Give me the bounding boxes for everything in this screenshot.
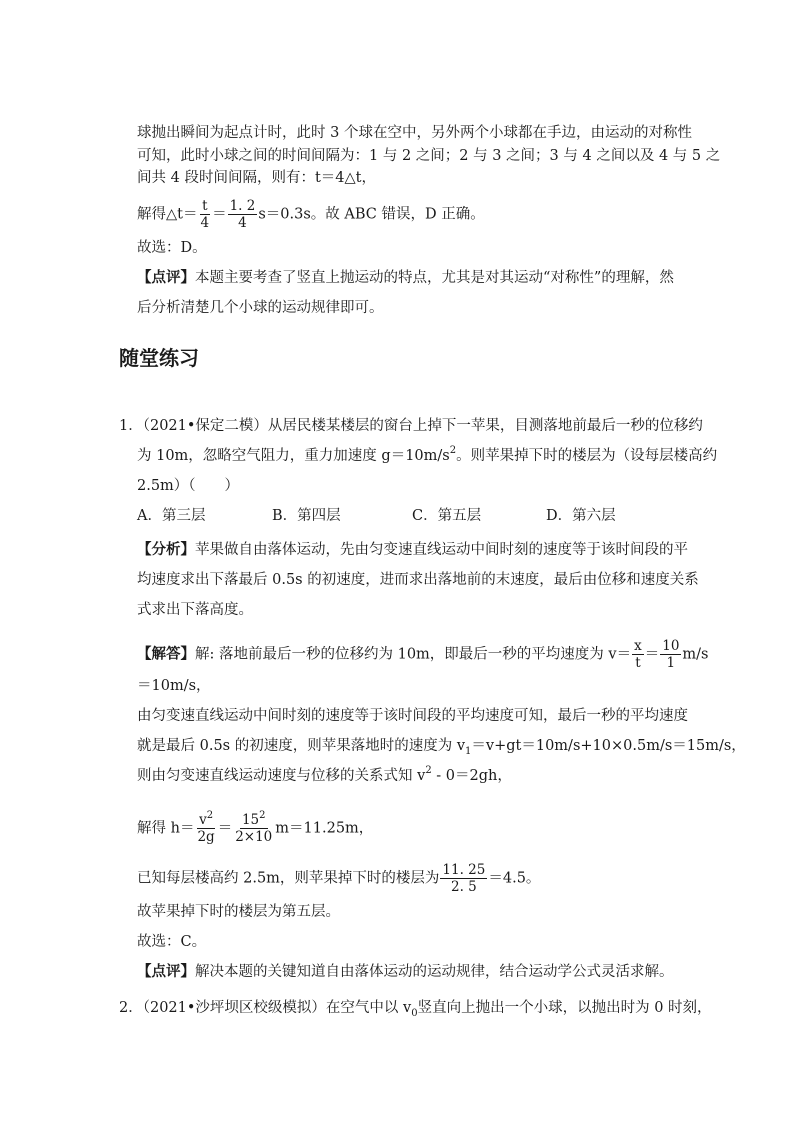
fraction-1.2-over-4: $\frac{1. 2}{4}$ bbox=[229, 198, 256, 231]
fraction-15sq-over-2x10: $\frac{15^2}{2\times 10}$ bbox=[235, 809, 273, 845]
q1-analysis-line-2: 均速度求出下落最后 0.5s 的初速度，进而求出落地前的末速度，最后由位移和速度关系 bbox=[137, 572, 699, 588]
q1-solution-line-9: 故选：C。 bbox=[137, 934, 207, 950]
prev-line-3: 间共 4 段时间间隔，则有：t＝4△t， bbox=[137, 170, 376, 186]
fraction-x-over-t: $\frac{x}{t}$ bbox=[634, 638, 642, 671]
review-tag: 【点评】 bbox=[137, 963, 195, 980]
q1-solution-line-8: 故苹果掉下时的楼层为第五层。 bbox=[137, 904, 340, 920]
fraction-10-over-1: $\frac{10}{1}$ bbox=[662, 638, 680, 671]
prev-review-line: 【点评】本题主要考查了竖直上抛运动的特点，尤其是对其运动“对称性”的理解，然 bbox=[137, 269, 674, 286]
q1-option-d: D．第六层 bbox=[546, 508, 616, 524]
fraction-v2-over-2g: $\frac{v^2}{2g}$ bbox=[197, 809, 215, 845]
q1-solution-line-3: 由匀变速直线运动中间时刻的速度等于该时间段的平均速度可知，最后一秒的平均速度 bbox=[137, 708, 688, 724]
q1-line-1: 1．（2021•保定二模）从居民楼某楼层的窗台上掉下一苹果，目测落地前最后一秒的位移约 bbox=[119, 418, 703, 434]
section-title: 随堂练习 bbox=[119, 346, 199, 370]
q1-option-b: B．第四层 bbox=[272, 508, 341, 524]
prev-line-5: 故选：D。 bbox=[137, 240, 207, 256]
q1-solution-line-4: 就是最后 0.5s 的初速度，则苹果落地时的速度为 $v_1=v+gt=10m/s+10\times 0.5m/s=15m/s$， bbox=[137, 738, 746, 757]
review-tag: 【点评】 bbox=[137, 269, 195, 286]
prev-line-2: 可知，此时小球之间的时间间隔为：1 与 2 之间；2 与 3 之间；3 与 4 之间以及 4 与 5 之 bbox=[137, 148, 721, 164]
q1-line-2: 为 10m，忽略空气阻力，重力加速度 $g=10m/s^2$。则苹果掉下时的楼层为（设每层楼高约 bbox=[137, 445, 718, 464]
fraction-11.25-over-2.5: $\frac{11. 25}{2. 5}$ bbox=[442, 862, 486, 895]
prev-line-4: 解得△t＝ $\frac{t}{4}$ ＝ $\frac{1. 2}{4}$ s＝0.3s。故 ABC 错误，D 正确。 bbox=[137, 198, 485, 231]
q1-solution-line-1: 【解答】解: 落地前最后一秒的位移约为 10m，即最后一秒的平均速度为 v＝ $\frac{x}{t}$ ＝ $\frac{10}{1}$ m/s bbox=[137, 638, 709, 671]
q1-solution-line-2: ＝10m/s， bbox=[137, 678, 211, 694]
prev-line-7: 后分析清楚几个小球的运动规律即可。 bbox=[137, 300, 384, 316]
q1-option-c: C．第五层 bbox=[412, 508, 482, 524]
q2-line-1: 2．（2021•沙坪坝区校级模拟）在空气中以 $v_0$竖直向上抛出一个小球，以抛出时为 0 时刻， bbox=[119, 1000, 712, 1019]
q1-analysis-line-1: 【分析】苹果做自由落体运动，先由匀变速直线运动中间时刻的速度等于该时间段的平 bbox=[137, 541, 688, 558]
q1-analysis-line-3: 式求出下落高度。 bbox=[137, 602, 253, 618]
prev-line-1: 球抛出瞬间为起点计时，此时 3 个球在空中，另外两个小球都在手边，由运动的对称性 bbox=[137, 125, 692, 141]
q1-solution-line-7: 已知每层楼高约 2.5m，则苹果掉下时的楼层为 $\frac{11. 25}{2. 5}$ ＝4.5。 bbox=[137, 862, 541, 895]
q1-option-a: A．第三层 bbox=[137, 508, 206, 524]
fraction-t-over-4: $\frac{t}{4}$ bbox=[200, 198, 210, 231]
q1-solution-line-5: 则由匀变速直线运动速度与位移的关系式知 $v^2 - 0=2gh$， bbox=[137, 765, 512, 784]
q1-solution-line-6: 解得 h＝ $\frac{v^2}{2g}$ ＝ $\frac{15^2}{2\times 10}$ m＝11.25m， bbox=[137, 809, 374, 845]
q1-review-line: 【点评】解决本题的关键知道自由落体运动的运动规律，结合运动学公式灵活求解。 bbox=[137, 963, 674, 980]
analysis-tag: 【分析】 bbox=[137, 541, 195, 558]
solution-tag: 【解答】 bbox=[137, 645, 195, 663]
q1-line-3: 2.5m）（ ） bbox=[137, 478, 240, 494]
